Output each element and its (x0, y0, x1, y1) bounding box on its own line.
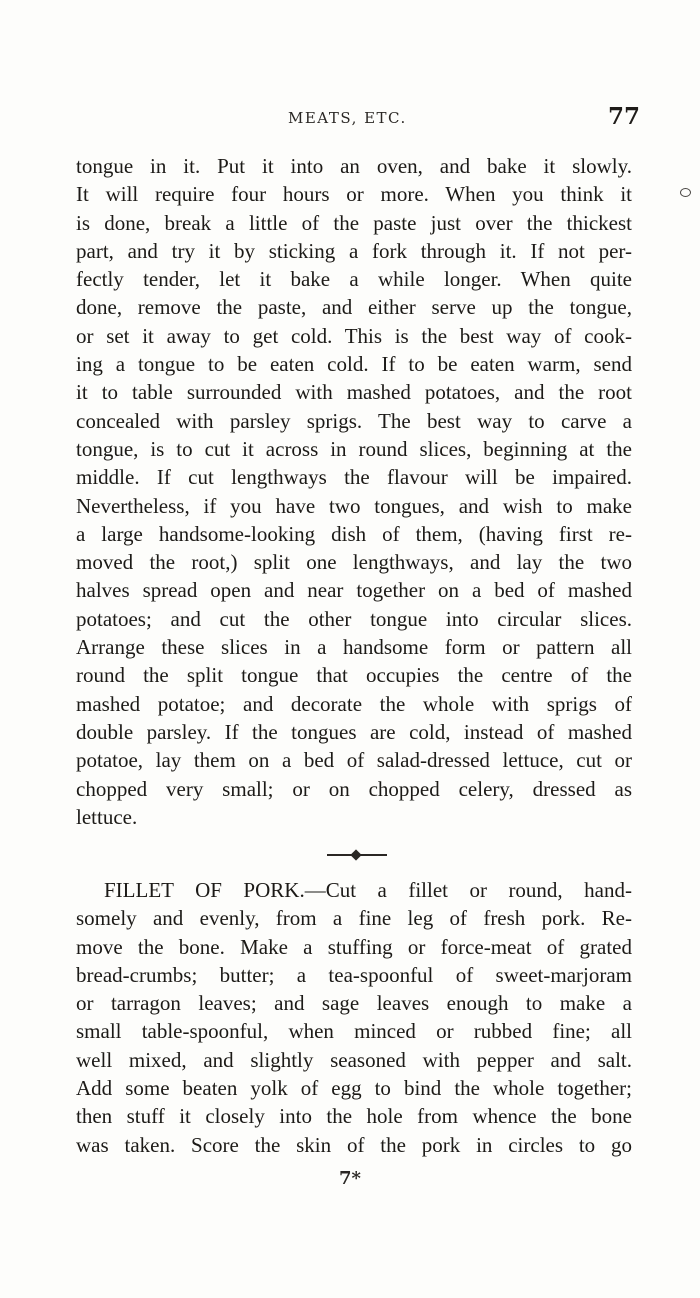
text-line: mashed potatoe; and decorate the whole with sprigs of (76, 691, 632, 716)
text-line: somely and evenly, from a fine leg of fresh pork. Re- (76, 906, 632, 931)
text-line: halves spread open and near together on a bed of mashed (76, 578, 632, 603)
text-line: a large handsome-looking dish of them, (having first re- (76, 521, 632, 546)
section-divider (327, 852, 387, 858)
text-line: double parsley. If the tongues are cold, instead of mashed (76, 719, 632, 744)
text-line: moved the root,) split one lengthways, and lay the two (76, 550, 632, 575)
text-line: small table-spoonful, when minced or rubbed fine; all (76, 1019, 632, 1044)
text-line: ing a tongue to be eaten cold. If to be eaten warm, send (76, 352, 632, 377)
text-line: Nevertheless, if you have two tongues, and wish to make (76, 493, 632, 518)
text-line: bread-crumbs; butter; a tea-spoonful of sweet-marjoram (76, 962, 632, 987)
text-line: or tarragon leaves; and sage leaves enough to make a (76, 991, 632, 1016)
text-line: concealed with parsley sprigs. The best way to carve a (76, 408, 632, 433)
text-line: part, and try it by sticking a fork through it. If not per- (76, 238, 632, 263)
text-line: then stuff it closely into the hole from whence the bone (76, 1104, 632, 1129)
text-line: done, remove the paste, and either serve up the tongue, (76, 295, 632, 320)
running-head: MEATS, ETC. (288, 109, 407, 127)
page-number: 77 (607, 103, 640, 130)
page-header (0, 103, 700, 133)
margin-circle-mark (680, 188, 691, 197)
text-line: move the bone. Make a stuffing or force-meat of grated (76, 934, 632, 959)
text-line: Add some beaten yolk of egg to bind the whole together; (76, 1076, 632, 1101)
text-line: lettuce. (76, 804, 138, 829)
paragraph-tongue-continued (76, 152, 632, 831)
text-line: is done, break a little of the paste just over the thickest (76, 210, 632, 235)
text-line: potatoes; and cut the other tongue into circular slices. (76, 606, 632, 631)
text-line: or set it away to get cold. This is the best way of cook- (76, 323, 632, 348)
text-line: fectly tender, let it bake a while longer. When quite (76, 267, 632, 292)
text-line: was taken. Score the skin of the pork in circles to go (76, 1132, 632, 1157)
text-line: middle. If cut lengthways the flavour will be impaired. (76, 465, 632, 490)
text-line: Arrange these slices in a handsome form or pattern all (76, 635, 632, 660)
text-line: tongue, is to cut it across in round slices, beginning at the (76, 436, 632, 461)
signature-mark: 7* (339, 1168, 361, 1189)
text-line: potatoe, lay them on a bed of salad-dressed lettuce, cut or (76, 748, 632, 773)
text-line: well mixed, and slightly seasoned with pepper and salt. (76, 1047, 632, 1072)
text-line: tongue in it. Put it into an oven, and bake it slowly. (76, 154, 632, 178)
paragraph-fillet-of-pork (76, 876, 632, 1159)
divider-diamond-ornament (350, 849, 361, 860)
text-line: It will require four hours or more. When you think it (76, 182, 632, 207)
text-line: it to table surrounded with mashed potatoes, and the root (76, 380, 632, 405)
text-line: round the split tongue that occupies the centre of the (76, 663, 632, 688)
text-line: chopped very small; or on chopped celery, dressed as (76, 776, 632, 801)
recipe-heading-line: FILLET OF PORK.—Cut a fillet or round, hand- (104, 878, 632, 902)
